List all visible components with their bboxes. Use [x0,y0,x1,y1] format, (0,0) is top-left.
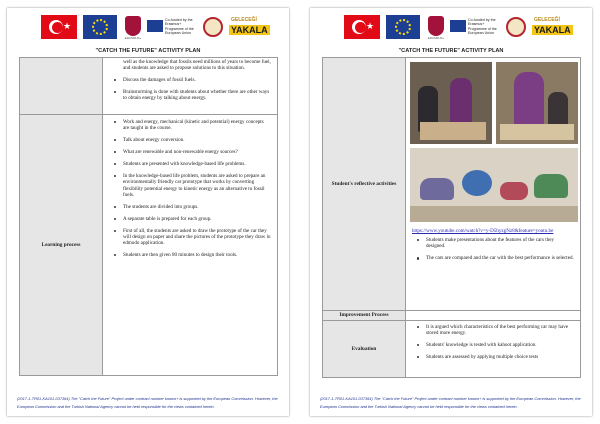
eu-flag-logo [83,15,117,39]
continuation-row [20,58,278,115]
list-item: A separate table is prepared for each group. [123,216,271,222]
continuation-content [103,58,278,115]
list-item: Brainstorming is done with students about whether there are other ways to obtain energy by talking about energy. [123,89,270,102]
eu-flag-logo [386,15,420,39]
footer-disclaimer: (2017-1-TR01-KA101-037364) The "Catch the Future" Project under contract number known+ is supported by the European Commission. However, the European Commission and the Turkish National Agency cannot be held responsible for the views contained herein. [17,396,278,409]
list-item: Students' knowledge is tested with kahoot application. [426,342,574,348]
prototype-cars-photo [410,148,578,222]
learning-process-row [20,115,278,376]
list-item: well as the knowledge that fossils need millions of years to become fuel, and students are asked to propose solutions to this situation. [123,59,271,72]
turkey-flag-logo: ★ [41,15,77,39]
list-item: In the knowledge-based life problem, students are asked to prepare an environmentally friendly car prototype that works by converting flexibility potential energy to kinetic energy as an alternative to fossil fuels. [123,173,271,198]
plan-title: "CATCH THE FUTURE" ACTIVITY PLAN [95,48,201,54]
list-item: Students are presented with knowledge-based life problems. [123,161,271,167]
list-item: The students are divided into groups. [123,204,271,210]
evaluation-content [406,321,581,378]
footer-disclaimer: (2017-1-TR01-KA101-037364) The "Catch the Future" Project under contract number known+ is supported by the European Commission. However, the European Commission and the Turkish National Agency cannot be held responsible for the views contained herein. [320,396,581,409]
activity-photos [406,58,580,226]
learning-process-content [103,115,278,376]
continuation-label-cell [20,58,103,115]
list-item: Students are assessed by applying multiple choice tests [426,354,574,360]
list-item: Talk about energy conversion. [123,137,271,143]
plan-title: "CATCH THE FUTURE" ACTIVITY PLAN [398,48,504,54]
activity-table-right [322,57,581,378]
logo-strip [310,15,592,43]
improvement-content [406,311,581,321]
school-seal-logo [201,15,225,41]
reflective-content [406,58,581,311]
cofunded-eu-logo: Co-funded by the Erasmus+ Programme of the European Union [450,15,498,41]
list-item: First of all, the students are asked to draw the prototype of the car they will design on paper and share the pictures of the prototype they draw in edmodo application. [123,227,271,247]
erasmus-logo: ERASMUS+ [424,15,448,41]
document-page-left [7,8,289,416]
improvement-label: Improvement Process [323,311,406,321]
reflective-label: Student's reflective activities [323,58,406,311]
activity-table-left [19,57,278,376]
improvement-row [323,311,581,321]
logo-strip [7,15,289,43]
learning-process-label: Learning process [20,115,103,376]
list-item: The cars are compared and the car with the best performance is selected. [426,255,574,262]
gelecegi-yakala-logo: GELECEĞİ YAKALA [534,17,571,35]
school-seal-logo [504,15,528,41]
document-page-right [310,8,592,416]
list-item: Discuss the damages of fossil fuels. [123,77,271,83]
classroom-photo-1 [410,62,492,144]
erasmus-logo: ERASMUS+ [121,15,145,41]
turkey-flag-logo: ★ [344,15,380,39]
list-item: Work and energy, mechanical (kinetic and potential) energy concepts are taught in the course. [123,119,271,131]
youtube-link[interactable]: https://www.youtube.com/watch?v=y-D5hyzgNz8&feature=youtu.be [412,228,554,234]
evaluation-row [323,321,581,378]
cofunded-eu-logo: Co-funded by the Erasmus+ Programme of the European Union [147,15,195,41]
classroom-photo-2 [496,62,578,144]
gelecegi-yakala-logo: GELECEĞİ YAKALA [231,17,268,35]
list-item: Students are then given 80 minutes to design their tools. [123,252,271,258]
list-item: It is argued which characteristics of the best performing car may have stored more energy. [426,324,574,336]
evaluation-label: Evaluation [323,321,406,378]
reflective-row [323,58,581,311]
list-item: What are renewable and non-renewable energy sources? [123,149,271,155]
list-item: Students make presentations about the features of the cars they designed. [426,237,574,249]
